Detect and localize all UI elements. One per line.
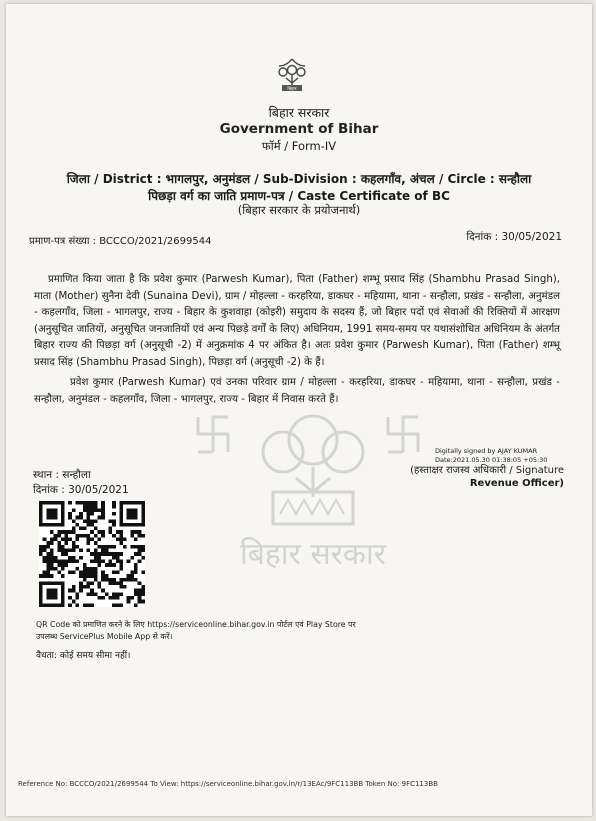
- place-label: स्थान : सन्हौला: [33, 469, 91, 481]
- certificate-body-paragraph-2: प्रवेश कुमार (Parwesh Kumar) एवं उनका परिवार ग्राम / मोहल्ला - करहरिया, डाकघर - महियामा, थाना - सन्हौला, प्रखंड - सन्हौला, अनुमंडल - कहलगाँव, जिला - भागलपुर, राज्य - बिहार में निवास करते हैं।: [34, 377, 560, 405]
- validity-note: वैधता: कोई समय सीमा नहीं।: [36, 651, 131, 661]
- swastik-left-icon: [198, 417, 228, 452]
- signature-label-line-1: (हस्ताक्षर राजस्व अधिकारी / Signature: [410, 465, 564, 476]
- issue-date: दिनांक : 30/05/2021: [466, 231, 562, 243]
- govt-hindi: बिहार सरकार: [268, 105, 330, 120]
- place-date: दिनांक : 30/05/2021: [33, 484, 129, 496]
- watermark-text: बिहार सरकार: [239, 537, 387, 572]
- certificate-body-paragraph-1: प्रमाणित किया जाता है कि प्रवेश कुमार (Parwesh Kumar), पिता (Father) शम्भू प्रसाद सिंह (Shambhu Prasad Singh), माता (Mother) सुनैना देवी (Sunaina Devi), ग्राम / मोहल्ला - करहरिया, डाकघर - महियामा, थाना - सन्हौला, प्रखंड - सन्हौला, अनुमंडल - कहलगाँव, जिला - भागलपुर, राज्य - बिहार के कुशवाहा (कोइरी) समुदाय के सदस्य हैं, जो बिहार पदों एवं सेवाओं की रिक्तियों में आरक्षण (अनुसूचित जातियों, अनुसूचित जनजातियों एवं अन्य पिछड़े वर्गों के लिए) अधिनियम, 1991 समय-समय पर यथासंशोधित अधिनियम के अंतर्गत बिहार राज्य की पिछड़ा वर्ग (अनुसूची -2) में अनुक्रमांक 4 पर अंकित है। अतः प्रवेश कुमार (Parwesh Kumar), पिता (Father) शम्भू प्रसाद सिंह (Shambhu Prasad Singh), पिछड़ा वर्ग (अनुसूची -2) के हैं।: [34, 274, 560, 368]
- location-line: जिला / District : भागलपुर, अनुमंडल / Sub-Division : कहलगाँव, अंचल / Circle : सन्हौला: [66, 172, 532, 186]
- qr-instruction: QR Code को प्रमाणित करने के लिए https://serviceonline.bihar.gov.in पोर्टल एवं Play Store पर उपलब्ध ServicePlus Mobile App से करें।: [36, 620, 356, 641]
- swastik-right-icon: [388, 417, 418, 452]
- govt-english: Government of Bihar: [219, 121, 379, 137]
- reference-footer: Reference No: BCCCO/2021/2699544 To View: https://serviceonline.bihar.gov.in/r/13EAc/9FC113BB Token No: 9FC113BB: [18, 780, 438, 788]
- digital-sign-date: Date:2021.05.30 01:38:05 +05:30: [435, 455, 548, 464]
- verification-qr-code[interactable]: [39, 501, 145, 607]
- certificate-page: [6, 4, 592, 816]
- certificate-title: पिछड़ा वर्ग का जाति प्रमाण-पत्र / Caste Certificate of BC: [148, 189, 450, 203]
- bodhi-tree-icon: [263, 416, 363, 497]
- bihar-watermark: [188, 412, 438, 602]
- purpose-line: (बिहार सरकार के प्रयोजनार्थ): [237, 203, 361, 217]
- bihar-emblem-icon: [274, 56, 310, 96]
- certificate-number: प्रमाण-पत्र संख्या : BCCCO/2021/2699544: [29, 236, 212, 247]
- digital-signer: Digitally signed by AJAY KUMAR: [435, 447, 538, 455]
- signature-label-line-2: Revenue Officer): [469, 478, 564, 489]
- emblem-label: बिहार: [287, 87, 297, 92]
- form-number: फॉर्म / Form-IV: [261, 139, 337, 153]
